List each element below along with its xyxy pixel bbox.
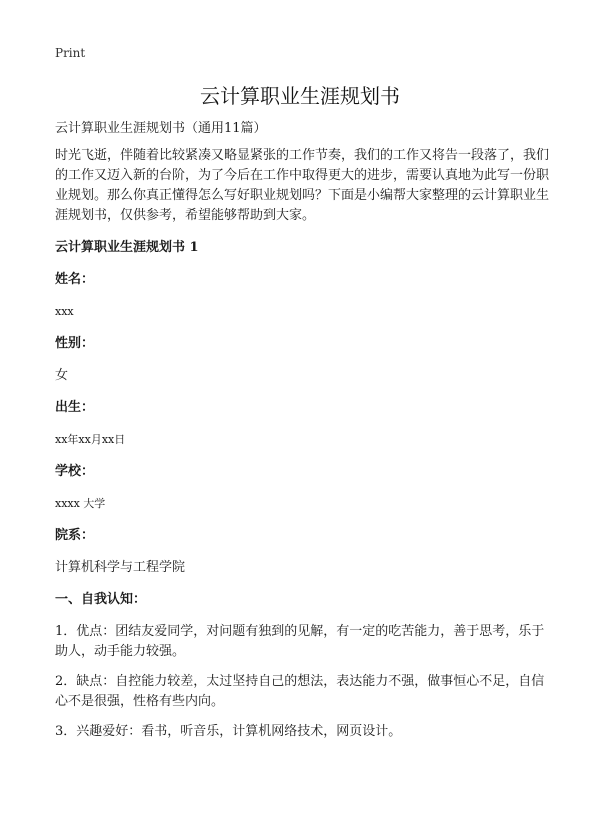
section-heading: 云计算职业生涯规划书 1	[55, 240, 199, 255]
field-value-gender: 女	[55, 368, 69, 383]
point-strengths: 1．优点：团结友爱同学，对问题有独到的见解，有一定的吃苦能力，善于思考，乐于助人，动手能力较强。	[55, 624, 545, 659]
point-interests: 3．兴趣爱好：看书，听音乐，计算机网络技术，网页设计。	[55, 724, 402, 739]
field-value-school: xxxx 大学	[55, 497, 106, 510]
intro-paragraph: 时光飞逝，伴随着比较紧凑又略显紧张的工作节奏，我们的工作又将告一段落了，我们的工作又迈入新的台阶，为了今后在工作中取得更大的进步，需要认真地为此写一份职业规划。那么你真正懂得怎么写好职业规划吗？下面是小编帮大家整理的云计算职业生涯规划书，仅供参考，希望能够帮助到大家。	[55, 148, 550, 223]
document-subtitle: 云计算职业生涯规划书（通用11篇）	[55, 121, 267, 136]
field-value-birth: xx年xx月xx日	[55, 433, 126, 446]
field-value-name: xxx	[55, 305, 74, 318]
document-body	[55, 119, 550, 752]
print-label: Print	[55, 46, 86, 60]
field-label-name: 姓名：	[55, 272, 95, 287]
field-label-department: 院系：	[55, 528, 95, 543]
self-awareness-heading: 一、自我认知：	[55, 592, 147, 607]
document-title: 云计算职业生涯规划书	[200, 84, 400, 108]
field-label-school: 学校：	[55, 464, 95, 479]
field-label-gender: 性别：	[55, 336, 95, 351]
field-value-department: 计算机科学与工程学院	[55, 560, 186, 575]
point-weaknesses: 2．缺点：自控能力较差，太过坚持自己的想法，表达能力不强，做事恒心不足，自信心不是很强，性格有些内向。	[55, 674, 545, 709]
field-label-birth: 出生：	[55, 400, 95, 415]
